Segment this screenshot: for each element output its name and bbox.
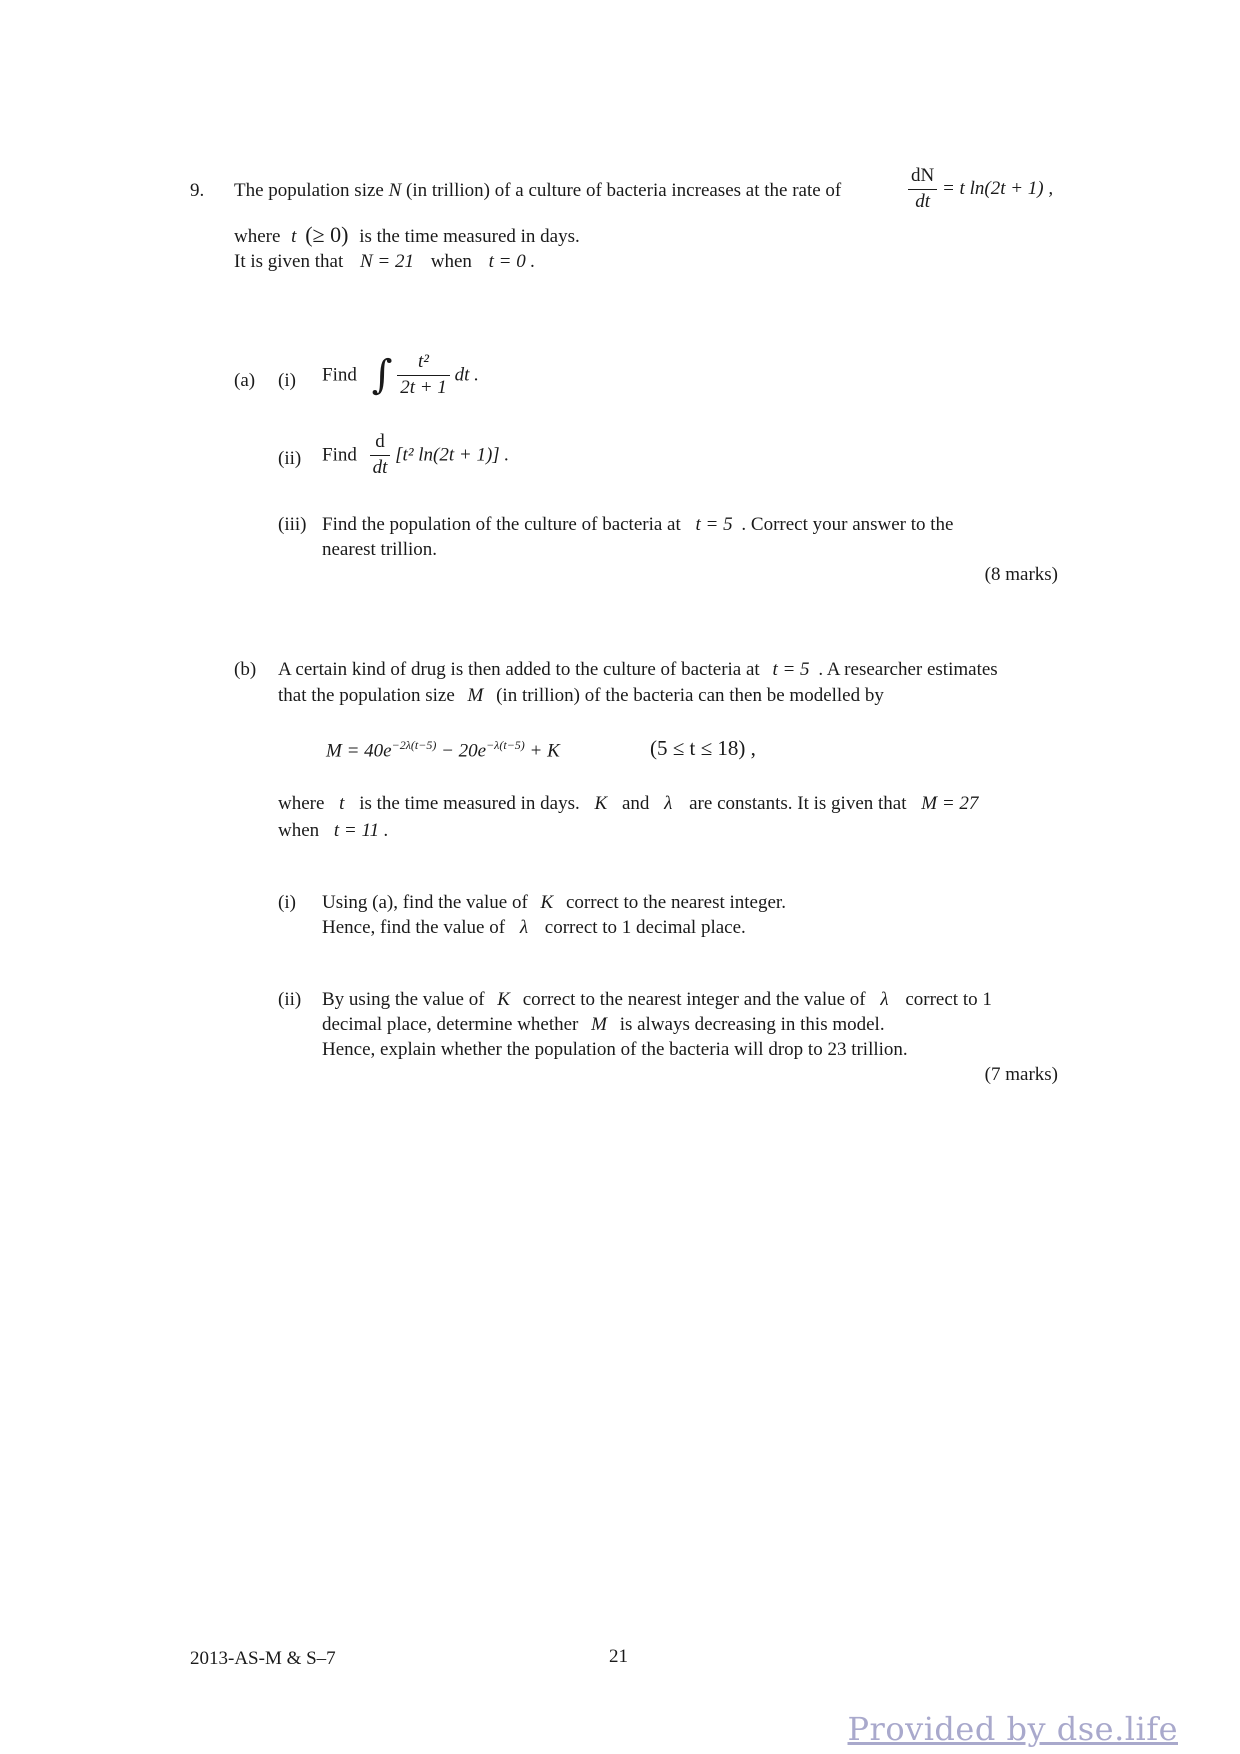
b-text-3a: where <box>278 793 325 814</box>
derivative-operator <box>370 432 391 479</box>
find-text-ii: Find <box>322 444 357 466</box>
bii-M: M <box>591 1014 607 1035</box>
initial-time: t = 0 . <box>488 251 536 272</box>
integrand-fraction <box>397 352 450 399</box>
bii-lambda: λ <box>880 989 889 1010</box>
derivative-denominator: dt <box>372 456 388 478</box>
t-condition: (≥ 0) <box>305 222 349 247</box>
part-b-label: (b) <box>234 659 257 680</box>
dN-dt-fraction <box>908 166 937 213</box>
model-domain: (5 ≤ t ≤ 18) , <box>650 736 756 760</box>
part-b-i-line2 <box>322 917 746 939</box>
paper-code: 2013-AS-M & S–7 <box>190 1648 336 1669</box>
part-a-i-label: (i) <box>278 370 296 391</box>
b3-lambda: λ <box>664 793 673 814</box>
part-b-line3 <box>278 793 978 815</box>
bi-text-2b: correct to 1 decimal place. <box>544 917 746 938</box>
bii-text-1b: correct to the nearest integer and the value of <box>522 989 866 1010</box>
integral-sign: ∫ <box>371 352 393 399</box>
part-b-i-line1 <box>322 892 786 914</box>
bi-lambda: λ <box>519 917 529 938</box>
question-intro-line1 <box>234 180 841 202</box>
intro2-text: where <box>234 226 281 247</box>
model-exponent-2: −λ(t−5) <box>486 738 525 752</box>
var-M: M <box>467 685 484 706</box>
intro-text: The population size <box>234 180 384 201</box>
b3-K: K <box>594 793 608 814</box>
find-text: Find <box>322 364 357 386</box>
iii-text-b: . Correct your answer to the <box>741 514 954 535</box>
b3-M-value: M = 27 <box>921 793 979 814</box>
part-a-marks: (8 marks) <box>984 564 1058 585</box>
derivative-expression: [t² ln(2t + 1)] . <box>395 444 510 466</box>
intro3-text: It is given that <box>234 251 344 272</box>
question-intro-line3 <box>234 251 535 273</box>
b-text-3c: are constants. It is given that <box>689 793 907 814</box>
rate-equation <box>908 166 1053 213</box>
question-number: 9. <box>190 180 205 201</box>
bii-text-2b: is always decreasing in this model. <box>619 1014 885 1035</box>
b-text-4a: when <box>278 820 320 841</box>
model-lhs: M = 40e <box>326 740 392 762</box>
var-N: N <box>388 180 402 201</box>
derivative-numerator: d <box>370 432 391 456</box>
model-middle: − 20e <box>441 740 487 762</box>
rate-rhs: = t ln(2t + 1) , <box>941 177 1054 199</box>
part-b-line1 <box>278 659 998 681</box>
model-exponent-1: −2λ(t−5) <box>391 738 437 752</box>
part-a-iii-label: (iii) <box>278 514 307 535</box>
part-b-i-label: (i) <box>278 892 296 913</box>
bii-text-1a: By using the value of <box>322 989 485 1010</box>
model-constant: + K <box>529 740 560 762</box>
integral-dt: dt . <box>454 364 479 386</box>
integrand-numerator: t² <box>397 352 450 376</box>
bii-text-1c: correct to 1 <box>905 989 992 1010</box>
part-b-marks: (7 marks) <box>984 1064 1058 1085</box>
b-time: t = 5 <box>772 659 810 680</box>
part-a-iii-line2: nearest trillion. <box>322 539 438 560</box>
bi-text-1b: correct to the nearest integer. <box>565 892 786 913</box>
bi-K: K <box>540 892 554 913</box>
part-a-i-question <box>322 352 479 399</box>
b3-t: t <box>339 793 345 814</box>
integrand-denominator: 2t + 1 <box>400 376 447 398</box>
bii-text-2a: decimal place, determine whether <box>322 1014 579 1035</box>
part-b-ii-line1 <box>322 989 992 1011</box>
var-t: t <box>291 226 297 247</box>
iii-time: t = 5 <box>695 514 733 535</box>
part-a-iii-line1 <box>322 514 954 536</box>
iii-text: Find the population of the culture of bacteria at <box>322 514 681 535</box>
b3-and: and <box>621 793 650 814</box>
fraction-denominator: dt <box>915 190 930 212</box>
question-intro-line2 <box>234 222 580 248</box>
fraction-numerator: dN <box>908 166 937 190</box>
b-text-1b: . A researcher estimates <box>818 659 998 680</box>
part-a-ii-question <box>322 432 509 479</box>
initial-condition: N = 21 <box>359 251 414 272</box>
b-text-2b: (in trillion) of the bacteria can then be modelled by <box>496 685 884 706</box>
intro-text-b: (in trillion) of a culture of bacteria increases at the rate of <box>406 180 842 201</box>
b-text-2a: that the population size <box>278 685 455 706</box>
part-b-ii-line3: Hence, explain whether the population of the bacteria will drop to 23 trillion. <box>322 1039 908 1060</box>
b-text-1a: A certain kind of drug is then added to the culture of bacteria at <box>278 659 760 680</box>
model-equation <box>326 738 560 762</box>
page-number: 21 <box>609 1646 628 1667</box>
watermark: Provided by dse.life <box>847 1710 1178 1748</box>
bi-text-1a: Using (a), find the value of <box>322 892 528 913</box>
intro2-text-b: is the time measured in days. <box>359 226 580 247</box>
b4-t: t = 11 . <box>333 820 389 841</box>
b-text-3b: is the time measured in days. <box>359 793 580 814</box>
intro3-when: when <box>430 251 472 272</box>
part-b-line4 <box>278 820 389 842</box>
part-b-ii-label: (ii) <box>278 989 302 1010</box>
bii-K: K <box>497 989 510 1010</box>
part-a-label: (a) <box>234 370 256 391</box>
part-b-line2 <box>278 685 884 707</box>
part-a-ii-label: (ii) <box>278 448 302 469</box>
part-b-ii-line2 <box>322 1014 885 1036</box>
bi-text-2a: Hence, find the value of <box>322 917 506 938</box>
